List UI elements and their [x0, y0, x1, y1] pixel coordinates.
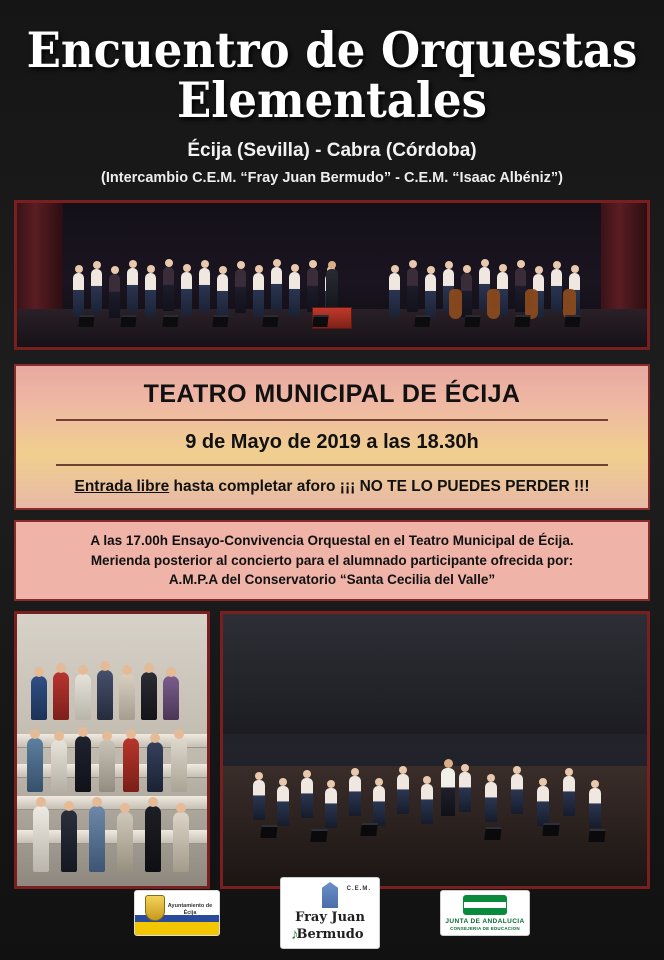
free-entry-line	[26, 478, 638, 496]
shield-icon	[145, 895, 165, 921]
venue-name: TEATRO MUNICIPAL DE ÉCIJA	[143, 380, 521, 409]
note-line-3: A.M.P.A del Conservatorio “Santa Cecilia del Valle”	[168, 572, 496, 588]
event-date: 9 de Mayo de 2019 a las 18.30h	[185, 431, 479, 454]
junta-line1: JUNTA DE ANDALUCIA	[445, 918, 525, 925]
cem-name-line1: Fray Juan	[295, 910, 365, 925]
free-entry-emphasis: Entrada libre	[74, 478, 170, 496]
cem-fray-juan-bermudo-logo	[280, 877, 380, 949]
sponsor-logos	[12, 874, 652, 952]
cem-name-line2: Bermudo	[296, 927, 364, 942]
free-entry-rest: hasta completar aforo ¡¡¡ NO TE LO PUEDES PERDER !!!	[169, 478, 590, 496]
music-note-icon: ♪	[291, 926, 299, 943]
group-students-photo	[14, 611, 210, 889]
event-info-panel	[14, 364, 650, 510]
page-title-line1: Encuentro de Orquestas	[26, 21, 638, 80]
rehearsal-photo	[220, 611, 650, 889]
stage-wall	[223, 614, 647, 734]
andalusia-flag-icon	[463, 895, 507, 915]
cem-label: C.E.M.	[346, 886, 371, 892]
ayuntamiento-line2: Écija	[183, 909, 197, 916]
subtitle-cities: Écija (Sevilla) - Cabra (Córdoba)	[187, 140, 477, 162]
divider-top	[56, 419, 608, 421]
junta-de-andalucia-logo	[440, 890, 530, 936]
divider-bottom	[56, 464, 608, 466]
main-orchestra-photo	[14, 200, 650, 350]
note-line-1: A las 17.00h Ensayo-Convivencia Orquestal en el Teatro Municipal de Écija.	[90, 533, 574, 549]
note-line-2: Merienda posterior al concierto para el alumnado participante ofrecida por:	[90, 552, 574, 568]
ayuntamiento-line1: Ayuntamiento de	[167, 903, 213, 909]
title-block	[12, 10, 652, 186]
additional-notes-panel	[14, 520, 650, 601]
junta-line2: CONSEJERIA DE EDUCACION	[450, 926, 520, 931]
ayuntamiento-ecija-logo	[134, 890, 220, 936]
subtitle-exchange: (Intercambio C.E.M. “Fray Juan Bermudo” - C.E.M. “Isaac Albéniz”)	[101, 170, 563, 187]
page-title-line2: Elementales	[177, 71, 487, 130]
rehearsal-floor	[223, 766, 647, 886]
bottom-photos-row	[14, 611, 650, 889]
conductor-figure	[326, 269, 338, 309]
ayuntamiento-text	[165, 903, 215, 917]
